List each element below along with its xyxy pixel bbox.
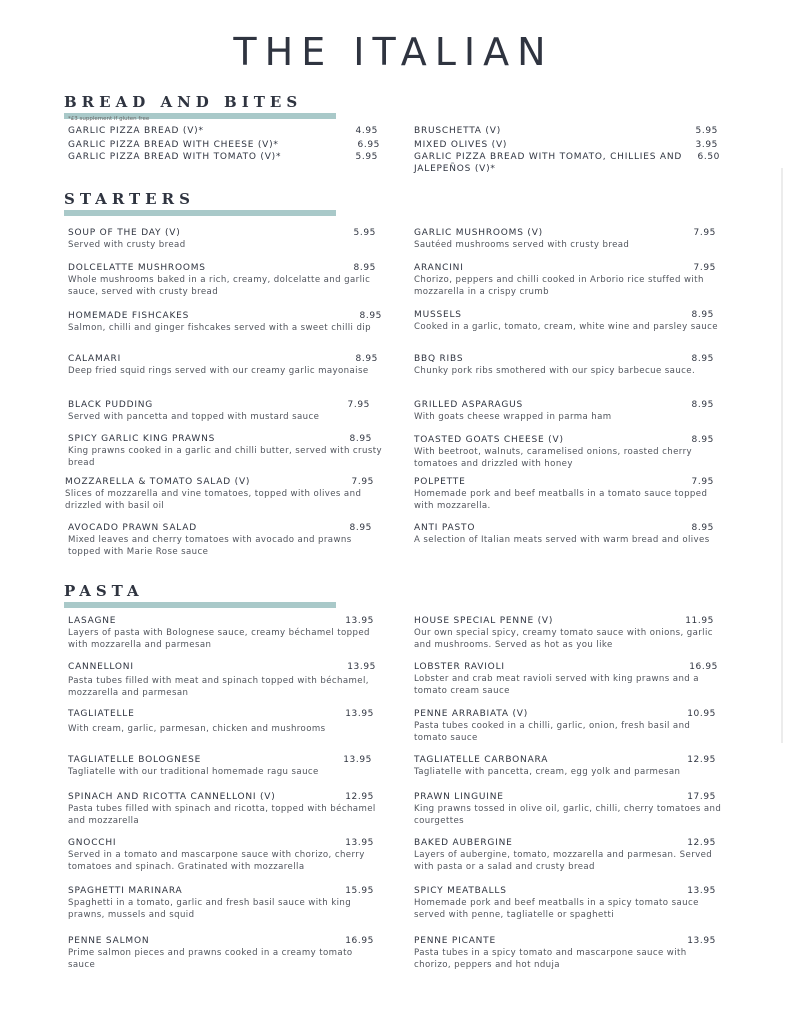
item-price: 8.95 xyxy=(349,523,372,533)
menu-item xyxy=(414,708,724,744)
section-heading: STARTERS xyxy=(64,190,195,208)
menu-item xyxy=(414,125,718,137)
item-name: MIXED OLIVES (V) xyxy=(414,140,508,150)
item-price: 7.95 xyxy=(691,477,714,487)
menu-item xyxy=(414,476,724,512)
item-price: 7.95 xyxy=(693,263,716,273)
item-price: 13.95 xyxy=(687,936,716,946)
item-price: 6.50 xyxy=(697,152,720,162)
menu-item xyxy=(414,661,724,697)
item-name: LASAGNE xyxy=(68,616,117,626)
item-name: MOZZARELLA & TOMATO SALAD (V) xyxy=(65,477,251,487)
item-description: Whole mushrooms baked in a rich, creamy, dolcelatte and garlic sauce, served with crusty bread xyxy=(68,275,371,297)
menu-item xyxy=(414,434,726,470)
menu-item xyxy=(68,353,382,377)
item-name: SPICY MEATBALLS xyxy=(414,886,507,896)
gluten-free-note: *£3 supplement if gluten free xyxy=(68,116,150,122)
item-name: BBQ RIBS xyxy=(414,354,464,364)
section-heading: BREAD AND BITES xyxy=(64,93,303,111)
item-description: Pasta tubes filled with spinach and ricotta, topped with béchamel and mozzarella xyxy=(68,804,376,826)
item-name: PENNE ARRABIATA (V) xyxy=(414,709,529,719)
item-name: ANTI PASTO xyxy=(414,523,476,533)
item-name: AVOCADO PRAWN SALAD xyxy=(68,523,197,533)
item-name: DOLCELATTE MUSHROOMS xyxy=(68,263,206,273)
item-name: CALAMARI xyxy=(68,354,122,364)
item-name: GARLIC PIZZA BREAD WITH TOMATO, CHILLIES AND JALEPEÑOS (V)* xyxy=(414,152,683,174)
menu-item xyxy=(65,476,379,512)
menu-item xyxy=(68,139,380,151)
menu-item xyxy=(68,791,382,827)
item-description: Salmon, chilli and ginger fishcakes served with a sweet chilli dip xyxy=(68,323,371,333)
item-description: Homemade pork and beef meatballs in a spicy tomato sauce served with penne, tagliatelle or spaghetti xyxy=(414,898,699,920)
item-price: 8.95 xyxy=(353,263,376,273)
item-price: 12.95 xyxy=(687,755,716,765)
item-name: PENNE PICANTE xyxy=(414,936,496,946)
menu-item xyxy=(68,433,382,469)
item-price: 4.95 xyxy=(355,126,378,136)
item-description: Prime salmon pieces and prawns cooked in a creamy tomato sauce xyxy=(68,948,353,970)
item-name: PRAWN LINGUINE xyxy=(414,792,504,802)
menu-item xyxy=(68,310,382,334)
item-price: 7.95 xyxy=(693,228,716,238)
item-name: SPICY GARLIC KING PRAWNS xyxy=(68,434,216,444)
menu-item xyxy=(68,615,382,651)
menu-item xyxy=(414,353,724,377)
item-name: POLPETTE xyxy=(414,477,466,487)
item-price: 13.95 xyxy=(687,886,716,896)
item-name: BLACK PUDDING xyxy=(68,400,154,410)
item-description: Deep fried squid rings served with our creamy garlic mayonaise xyxy=(68,366,369,376)
item-name: GARLIC MUSHROOMS (V) xyxy=(414,228,543,238)
item-price: 13.95 xyxy=(347,662,376,672)
item-description: Slices of mozzarella and vine tomatoes, topped with olives and drizzled with basil oil xyxy=(65,489,362,511)
item-name: GARLIC PIZZA BREAD WITH CHEESE (V)* xyxy=(68,140,279,150)
item-price: 8.95 xyxy=(349,434,372,444)
item-price: 13.95 xyxy=(345,709,374,719)
item-description: A selection of Italian meats served with warm bread and olives xyxy=(414,535,710,545)
item-description: Homemade pork and beef meatballs in a tomato sauce topped with mozzarella. xyxy=(414,489,708,511)
menu-item xyxy=(414,139,718,151)
item-price: 8.95 xyxy=(691,310,714,320)
item-name: BRUSCHETTA (V) xyxy=(414,126,502,136)
item-description: Served with pancetta and topped with mustard sauce xyxy=(68,412,320,422)
menu-item xyxy=(414,309,724,333)
item-name: PENNE SALMON xyxy=(68,936,150,946)
item-name: GNOCCHI xyxy=(68,838,117,848)
item-description: Layers of aubergine, tomato, mozzarella and parmesan. Served with pasta or a salad and crusty bread xyxy=(414,850,713,872)
item-name: CANNELLONI xyxy=(68,662,134,672)
item-price: 5.95 xyxy=(353,228,376,238)
section-heading: PASTA xyxy=(64,582,144,600)
item-price: 11.95 xyxy=(685,616,714,626)
item-price: 13.95 xyxy=(343,755,372,765)
item-price: 3.95 xyxy=(695,140,718,150)
item-price: 8.95 xyxy=(691,354,714,364)
item-price: 17.95 xyxy=(687,792,716,802)
scrollbar[interactable] xyxy=(781,168,783,743)
menu-item xyxy=(414,227,724,251)
item-description: Served in a tomato and mascarpone sauce with chorizo, cherry tomatoes and spinach. Gratinated with mozzarella xyxy=(68,850,365,872)
page-title: THE ITALIAN xyxy=(233,30,554,74)
menu-item xyxy=(414,151,720,175)
item-description: Tagliatelle with pancetta, cream, egg yolk and parmesan xyxy=(414,767,681,777)
item-name: HOUSE SPECIAL PENNE (V) xyxy=(414,616,554,626)
item-description: Sautéed mushrooms served with crusty bread xyxy=(414,240,630,250)
item-name: ARANCINI xyxy=(414,263,464,273)
item-description: Lobster and crab meat ravioli served with king prawns and a tomato cream sauce xyxy=(414,674,699,696)
item-price: 12.95 xyxy=(345,792,374,802)
item-name: TAGLIATELLE CARBONARA xyxy=(414,755,549,765)
item-name: TAGLIATELLE BOLOGNESE xyxy=(68,755,202,765)
section-divider xyxy=(64,210,336,216)
item-price: 16.95 xyxy=(345,936,374,946)
menu-item xyxy=(414,262,724,298)
item-price: 13.95 xyxy=(345,616,374,626)
item-name: MUSSELS xyxy=(414,310,462,320)
menu-item xyxy=(414,399,724,423)
item-description: Chorizo, peppers and chilli cooked in Arborio rice stuffed with mozzarella in a crispy crumb xyxy=(414,275,704,297)
item-price: 5.95 xyxy=(695,126,718,136)
menu-item xyxy=(68,708,382,735)
menu-item xyxy=(414,615,722,651)
menu-item xyxy=(68,262,382,298)
item-name: SPAGHETTI MARINARA xyxy=(68,886,183,896)
menu-item xyxy=(68,151,378,163)
section-pasta xyxy=(64,582,336,608)
item-price: 7.95 xyxy=(347,400,370,410)
item-name: TOASTED GOATS CHEESE (V) xyxy=(414,435,564,445)
item-price: 13.95 xyxy=(345,838,374,848)
item-name: HOMEMADE FISHCAKES xyxy=(68,311,190,321)
section-starters xyxy=(64,190,336,216)
item-price: 8.95 xyxy=(359,311,382,321)
item-price: 8.95 xyxy=(691,523,714,533)
item-description: Pasta tubes filled with meat and spinach topped with béchamel, mozzarella and parmesan xyxy=(68,676,369,698)
item-description: With cream, garlic, parmesan, chicken and mushrooms xyxy=(68,724,326,734)
menu-item xyxy=(68,837,382,873)
item-name: BAKED AUBERGINE xyxy=(414,838,513,848)
item-price: 6.95 xyxy=(357,140,380,150)
menu-item xyxy=(68,754,382,778)
menu-item xyxy=(414,522,724,546)
item-name: GARLIC PIZZA BREAD (V)* xyxy=(68,126,204,136)
item-name: LOBSTER RAVIOLI xyxy=(414,662,505,672)
menu-item xyxy=(68,885,382,921)
item-price: 12.95 xyxy=(687,838,716,848)
menu-item xyxy=(68,125,378,137)
item-price: 16.95 xyxy=(689,662,718,672)
item-description: Cooked in a garlic, tomato, cream, white wine and parsley sauce xyxy=(414,322,718,332)
item-description: Spaghetti in a tomato, garlic and fresh basil sauce with king prawns, mussels and squid xyxy=(68,898,352,920)
item-description: Served with crusty bread xyxy=(68,240,186,250)
menu-item xyxy=(68,522,382,558)
menu-item xyxy=(414,935,724,971)
item-description: Mixed leaves and cherry tomatoes with avocado and prawns topped with Marie Rose sauce xyxy=(68,535,352,557)
item-description: Pasta tubes cooked in a chilli, garlic, onion, fresh basil and tomato sauce xyxy=(414,721,691,743)
menu-item xyxy=(68,227,382,251)
menu-item xyxy=(414,791,724,827)
item-name: GARLIC PIZZA BREAD WITH TOMATO (V)* xyxy=(68,152,282,162)
item-price: 8.95 xyxy=(691,400,714,410)
menu-item xyxy=(68,661,382,699)
section-divider xyxy=(64,602,336,608)
menu-item xyxy=(68,399,382,423)
menu-item xyxy=(414,837,724,873)
item-name: SPINACH AND RICOTTA CANNELLONI (V) xyxy=(68,792,276,802)
item-name: TAGLIATELLE xyxy=(68,709,135,719)
item-price: 15.95 xyxy=(345,886,374,896)
item-description: With beetroot, walnuts, caramelised onions, roasted cherry tomatoes and drizzled with honey xyxy=(414,447,692,469)
item-description: With goats cheese wrapped in parma ham xyxy=(414,412,612,422)
item-price: 5.95 xyxy=(355,152,378,162)
item-description: King prawns tossed in olive oil, garlic, chilli, cherry tomatoes and courgettes xyxy=(414,804,722,826)
menu-item xyxy=(414,754,724,778)
item-name: GRILLED ASPARAGUS xyxy=(414,400,524,410)
item-description: Chunky pork ribs smothered with our spicy barbecue sauce. xyxy=(414,366,696,376)
item-description: Pasta tubes in a spicy tomato and mascarpone sauce with chorizo, peppers and hot nduja xyxy=(414,948,687,970)
item-price: 10.95 xyxy=(687,709,716,719)
item-price: 8.95 xyxy=(355,354,378,364)
item-description: Layers of pasta with Bolognese sauce, creamy béchamel topped with mozzarella and parmesan xyxy=(68,628,370,650)
menu-item xyxy=(414,885,724,921)
item-description: Our own special spicy, creamy tomato sauce with onions, garlic and mushrooms. Served as hot as you like xyxy=(414,628,713,650)
item-description: Tagliatelle with our traditional homemade ragu sauce xyxy=(68,767,319,777)
item-price: 8.95 xyxy=(691,435,714,445)
item-name: SOUP OF THE DAY (V) xyxy=(68,228,181,238)
item-description: King prawns cooked in a garlic and chilli butter, served with crusty bread xyxy=(68,446,382,468)
menu-item xyxy=(68,935,382,971)
item-price: 7.95 xyxy=(351,477,374,487)
